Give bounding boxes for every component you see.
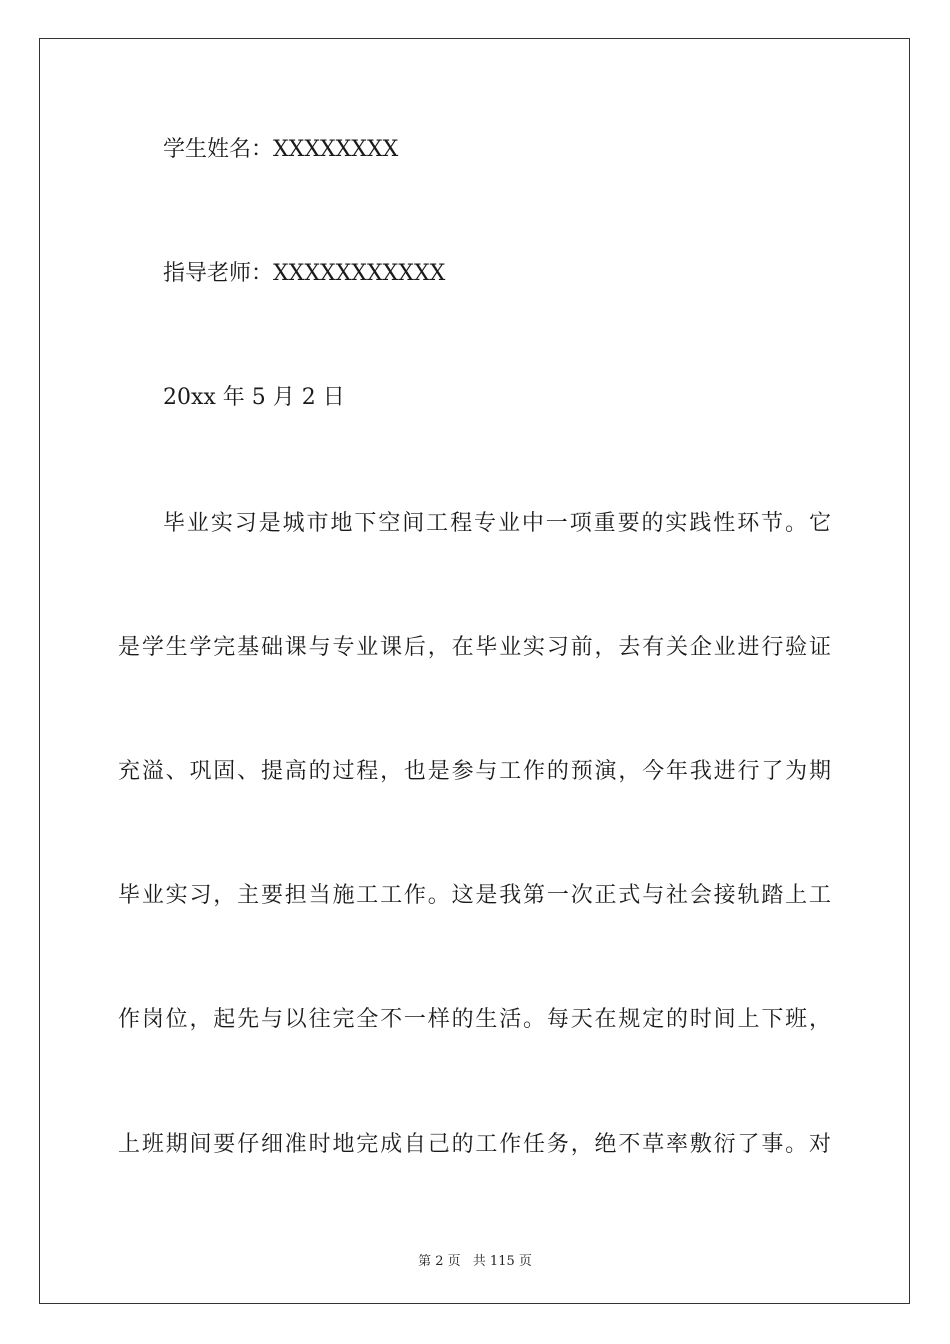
page-footer	[0, 1250, 950, 1269]
student-name-line: 学生姓名：XXXXXXXX	[163, 137, 399, 162]
advisor-line: 指导老师：XXXXXXXXXXX	[163, 261, 446, 286]
paragraph-line-4: 毕业实习，主要担当施工工作。这是我第一次正式与社会接轨踏上工	[118, 883, 831, 908]
paragraph-line-2: 是学生学完基础课与专业课后，在毕业实习前，去有关企业进行验证	[118, 635, 831, 660]
paragraph-line-5: 作岗位，起先与以往完全不一样的生活。每天在规定的时间上下班，	[118, 1007, 831, 1032]
paragraph-line-3: 充溢、巩固、提高的过程，也是参与工作的预演，今年我进行了为期	[118, 759, 831, 784]
date-line: 20xx 年 5 月 2 日	[163, 385, 345, 410]
page-total: 共 115 页	[472, 1254, 532, 1269]
paragraph-line-6: 上班期间要仔细准时地完成自己的工作任务，绝不草率敷衍了事。对	[118, 1132, 831, 1157]
page-border	[39, 38, 910, 1304]
page-number: 第 2 页	[418, 1254, 461, 1269]
paragraph-line-1: 毕业实习是城市地下空间工程专业中一项重要的实践性环节。它	[163, 511, 831, 536]
